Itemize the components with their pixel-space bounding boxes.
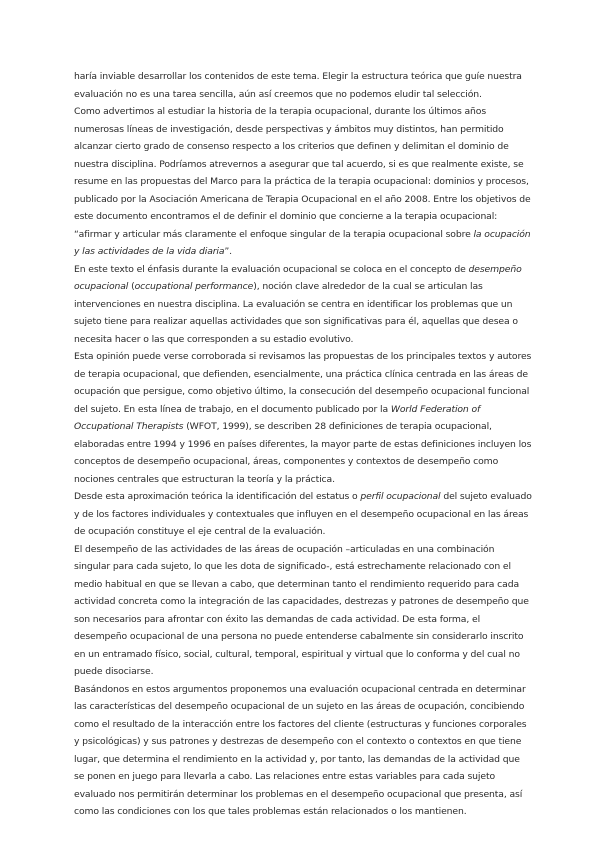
italic-text: perfil ocupacional: [360, 491, 441, 502]
text-segment: haría inviable desarrollar los contenidos de este tema. Elegir la estructura teórica que guíe nuestra evaluación no es una tarea sencilla, aún así creemos que no podemos eludir tal selección.: [74, 71, 522, 100]
italic-text: World Federation of Occupational Therapists: [74, 403, 481, 432]
text-segment: ), noción clave alrededor de la cual se articulan las intervenciones en nuestra disciplina. La evaluación se centra en identificar los problemas que un sujeto tiene para realizar aquellas actividades que son significativas para él, aquellas que desea o necesita hacer o las que corresponden a su estadio evolutivo.: [74, 281, 518, 345]
document-body: [74, 68, 532, 821]
text-segment: Como advertimos al estudiar la historia de la terapia ocupacional, durante los últimos años numerosas líneas de investigación, desde perspectivas y ámbitos muy distintos, han permitido alcanzar cierto grado de consenso respecto a los criterios que definen y delimitan el dominio de nuestra disciplina. Podríamos atrevernos a asegurar que tal acuerdo, si es que realmente existe, se resume en las propuestas del Marco para la práctica de la terapia ocupacional: dominios y procesos, publicado por la Asociación Americana de Terapia Ocupacional en el año 2008. Entre los objetivos de este documento encontramos el de definir el dominio que concierne a la terapia ocupacional: “afirmar y articular más claramente el enfoque singular de la terapia ocupacional sobre: [74, 106, 531, 240]
italic-text: desempeño ocupacional: [74, 263, 522, 292]
text-segment: del sujeto evaluado y de los factores individuales y contextuales que influyen en el desempeño ocupacional en las áreas de ocupación constituye el eje central de la evaluación.: [74, 491, 532, 537]
paragraph-intro-continuation: [74, 68, 532, 103]
paragraph-perfil-ocupacional: [74, 488, 532, 541]
text-segment: El desempeño de las actividades de las áreas de ocupación –articuladas en una combinación singular para cada sujeto, lo que les dota de significado-, está estrechamente relacionado con el medio habitual en que se llevan a cabo, que determinan tanto el rendimiento requerido para cada actividad concreta como la integración de las capacidades, destrezas y patrones de desempeño que son necesarios para afrontar con éxito las demandas de cada actividad. De esta forma, el desempeño ocupacional de una persona no puede entenderse cabalmente sin considerarlo inscrito en un entramado físico, social, cultural, temporal, espiritual y virtual que lo conforma y del cual no puede disociarse.: [74, 543, 529, 677]
paragraph-evaluacion-propuesta: [74, 681, 532, 821]
paragraph-historia-terapia: [74, 103, 532, 261]
text-segment: Desde esta aproximación teórica la identificación del estatus o: [74, 491, 361, 502]
text-segment: (WFOT, 1999), se describen 28 definiciones de terapia ocupacional, elaboradas entre 1994 y 1996 en países diferentes, la mayor parte de estas definiciones incluyen los conceptos de desempeño ocupacional, áreas, componentes y contextos de desempeño como nociones centrales que estructuran la teoría y la práctica.: [74, 421, 532, 485]
italic-text: la ocupación y las actividades de la vida diaria: [74, 228, 531, 257]
text-segment: (: [128, 281, 135, 292]
italic-text: occupational performance: [134, 281, 254, 292]
text-segment: ”.: [224, 246, 232, 257]
text-segment: Esta opinión puede verse corroborada si revisamos las propuestas de los principales textos y autores de terapia ocupacional, que defienden, esencialmente, una práctica clínica centrada en las áreas de ocupación que persigue, como objetivo último, la consecución del desempeño ocupacional funcional del sujeto. En esta línea de trabajo, en el documento publicado por la: [74, 351, 532, 415]
paragraph-opinion-corroborada: [74, 348, 532, 488]
paragraph-desempeno-ocupacional: [74, 261, 532, 349]
text-segment: En este texto el énfasis durante la evaluación ocupacional se coloca en el concepto de: [74, 263, 469, 275]
text-segment: Basándonos en estos argumentos proponemos una evaluación ocupacional centrada en determinar las características del desempeño ocupacional de un sujeto en las áreas de ocupación, concibiendo como el resultado de la interacción entre los factores del cliente (estructuras y funciones corporales y psicológicas) y sus patrones y destrezas de desempeño con el contexto o contextos en que tiene lugar, que determina el rendimiento en la actividad y, por tanto, las demandas de la actividad que se ponen en juego para llevarla a cabo. Las relaciones entre estas variables para cada sujeto evaluado nos permitirán determinar los problemas en el desempeño ocupacional que presenta, así como las condiciones con los que tales problemas están relacionados o los mantienen.: [74, 683, 527, 817]
paragraph-areas-ocupacion: [74, 541, 532, 681]
